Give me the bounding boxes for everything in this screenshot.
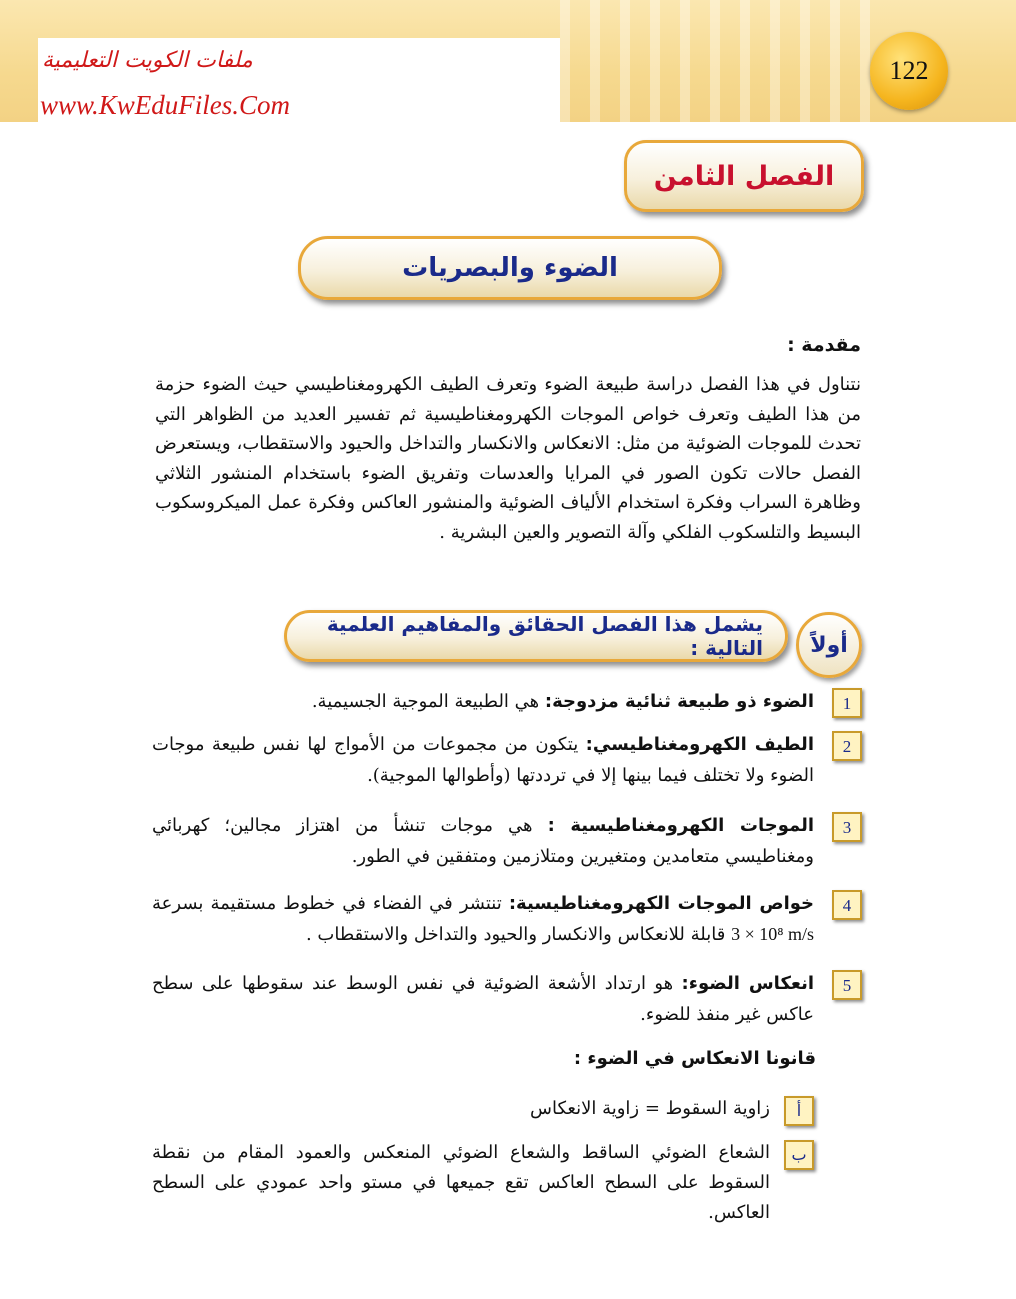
item-text <box>152 810 814 872</box>
section-title: يشمل هذا الفصل الحقائق والمفاهيم العلمية التالية : <box>326 612 763 660</box>
law-text: زاوية السقوط = زاوية الانعكاس <box>529 1098 770 1119</box>
intro-heading: مقدمة : <box>787 334 861 356</box>
item-number-badge: 4 <box>832 890 862 920</box>
site-name: ملفات الكويت التعليمية <box>42 48 253 73</box>
law-label-badge: ب <box>784 1140 814 1170</box>
item-term: الضوء ذو طبيعة ثنائية مزدوجة: <box>544 691 814 712</box>
unit-title: الضوء والبصريات <box>402 253 618 283</box>
concept-item-4 <box>152 888 862 950</box>
item-text <box>152 888 814 950</box>
item-definition: تنتشر في الفضاء في خطوط مستقيمة بسرعة <box>152 893 509 914</box>
section-badge: أولاً <box>796 612 862 678</box>
law-label-badge: أ <box>784 1096 814 1126</box>
item-term: الموجات الكهرومغناطيسية : <box>547 815 814 836</box>
unit-title-box <box>298 236 722 300</box>
chapter-title-box <box>624 140 864 212</box>
site-url[interactable]: www.KwEduFiles.Com <box>40 90 291 120</box>
item-text <box>152 686 814 717</box>
reflection-laws-heading: قانونا الانعكاس في الضوء : <box>573 1048 816 1069</box>
reflection-law-b <box>152 1138 814 1228</box>
item-text <box>152 729 814 791</box>
concept-item-5 <box>152 968 862 1030</box>
item-number-badge: 2 <box>832 731 862 761</box>
concept-item-3 <box>152 810 862 872</box>
item-definition: هي موجات تنشأ من اهتزاز مجالين؛ كهربائي ومغناطيسي متعامدين ومتغيرين ومتلازمين ومتفقين في الطور. <box>152 815 814 867</box>
site-logo[interactable] <box>38 38 560 122</box>
item-definition: يتكون من مجموعات من الأمواج لها نفس طبيعة موجات الضوء ولا تختلف فيما بينها إلا في ترددتها (وأطوالها الموجية). <box>152 734 814 786</box>
item-term: الطيف الكهرومغناطيسي: <box>585 734 814 755</box>
item-definition: هو ارتداد الأشعة الضوئية في نفس الوسط عند سقوطها على سطح عاكس غير منفذ للضوء. <box>152 973 814 1025</box>
concept-item-2 <box>152 729 862 791</box>
item-definition-cont: قابلة للانعكاس والانكسار والحيود والتداخل والاستقطاب . <box>305 924 732 945</box>
law-text: الشعاع الضوئي الساقط والشعاع الضوئي المنعكس والعمود المقام من نقطة السقوط على السطح العاكس تقع جميعها في مستو واحد عمودي على السطح العاكس. <box>152 1142 770 1223</box>
intro-paragraph: نتناول في هذا الفصل دراسة طبيعة الضوء وتعرف الطيف الكهرومغناطيسي حيث الضوء حزمة من هذا الطيف وتعرف خواص الموجات الكهرومغناطيسية ثم تفسير العديد من الظواهر التي تحدث للموجات الضوئية من مثل: الانعكاس والانكسار والتداخل والحيود والاستقطاب، ويستعرض الفصل حالات تكون الصور في المرايا والعدسات وتفريق الضوء باستخدام المنشور الثلاثي وظاهرة السراب وفكرة استخدام الألياف الضوئية والمنشور العاكس وفكرة عمل الميكروسكوب البسيط والتلسكوب الفلكي وآلة التصوير والعين البشرية . <box>155 374 861 543</box>
item-number-badge: 1 <box>832 688 862 718</box>
item-definition: هي الطبيعة الموجية الجسيمية. <box>311 691 545 712</box>
item-number-badge: 3 <box>832 812 862 842</box>
item-text <box>152 968 814 1030</box>
item-number-badge: 5 <box>832 970 862 1000</box>
section-title-box <box>284 610 788 662</box>
page-number: 122 <box>870 32 948 110</box>
wave-speed: 3 × 10⁸ m/s <box>731 924 814 944</box>
reflection-law-a <box>152 1094 814 1124</box>
header-stripes <box>560 0 880 122</box>
item-term: خواص الموجات الكهرومغناطيسية: <box>508 893 814 914</box>
item-term: انعكاس الضوء: <box>681 973 814 994</box>
concept-item-1 <box>152 686 862 717</box>
chapter-title: الفصل الثامن <box>653 160 835 192</box>
